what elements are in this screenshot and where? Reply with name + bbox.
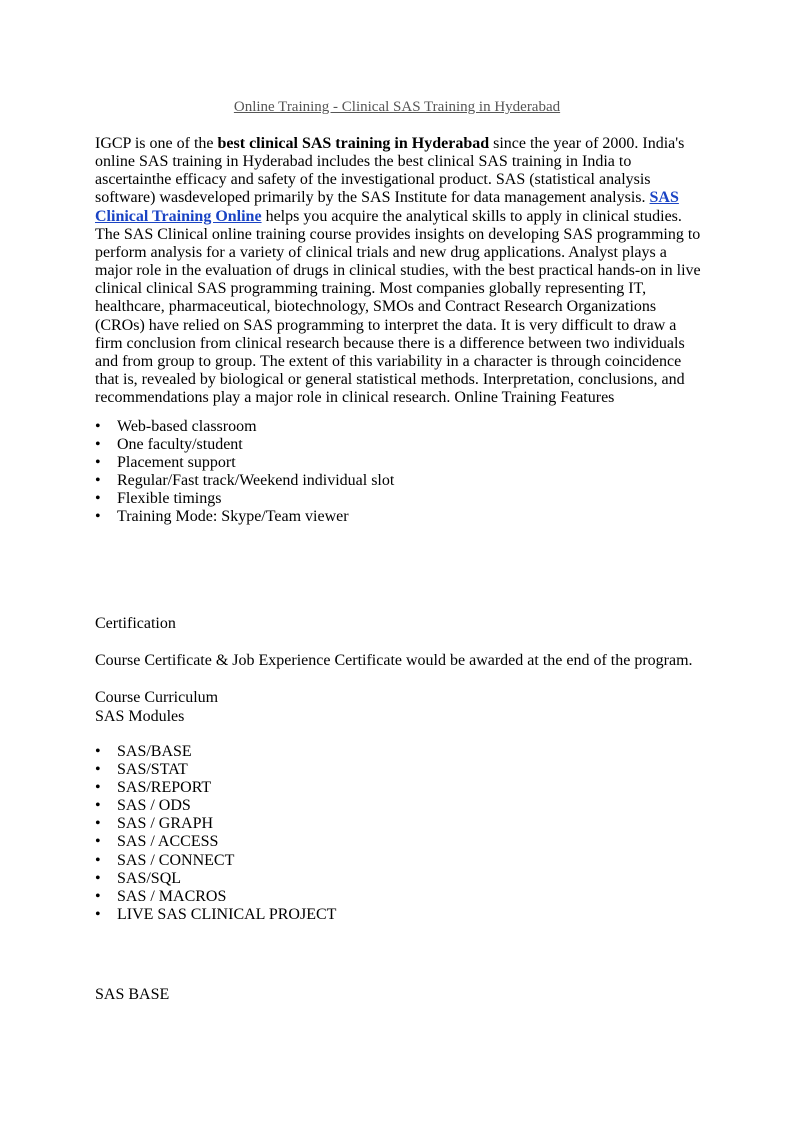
list-item: • SAS / CONNECT xyxy=(95,851,235,869)
bullet-icon: • xyxy=(95,905,101,923)
list-item: • SAS/BASE xyxy=(95,743,192,760)
list-item: • SAS / GRAPH xyxy=(95,815,214,833)
bullet-icon: • xyxy=(95,815,101,833)
list-item: • One faculty/student xyxy=(95,436,243,454)
bullet-icon: • xyxy=(95,743,101,760)
intro-text-2: since the year of 2000. India's online SAS training in Hyderabad includes the best clinical SAS training in India to ascertainthe efficacy and safety of the investigational product. SAS (statistical analysis software) wasdeveloped primarily by the SAS Institute for data management analysis. xyxy=(95,135,685,207)
modules-list xyxy=(95,743,707,924)
bullet-icon: • xyxy=(95,887,101,905)
list-item: • SAS/STAT xyxy=(95,761,188,779)
intro-text-3: helps you acquire the analytical skills to apply in clinical studies. The SAS Clinical online training course provides insights on developing SAS programming to perform analysis for a variety of clinical trials and new drug applications. Analyst plays a major role in the evaluation of drugs in clinical studies, with the best practical hands-on in live clinical clinical SAS programming training. Most companies globally representing IT, healthcare, pharmaceutical, biotechnology, SMOs and Contract Research Organizations (CROs) have relied on SAS programming to interpret the data. It is very difficult to draw a firm conclusion from clinical research because there is a difference between two individuals and from group to group. The extent of this variability in a character is through coincidence that is, revealed by biological or general statistical methods. Interpretation, conclusions, and recommendations play a major role in clinical research. Online Training Features xyxy=(95,207,701,407)
certification-heading: Certification xyxy=(95,615,176,632)
bullet-icon: • xyxy=(95,833,101,851)
bullet-icon: • xyxy=(95,436,101,454)
sas-clinical-training-link[interactable]: SAS Clinical Training Online xyxy=(95,189,679,225)
list-item: • SAS / ACCESS xyxy=(95,833,219,851)
list-item: • Training Mode: Skype/Team viewer xyxy=(95,508,349,526)
bullet-icon: • xyxy=(95,490,101,508)
intro-paragraph xyxy=(95,135,707,407)
list-item: • Regular/Fast track/Weekend individual slot xyxy=(95,472,395,490)
bullet-icon: • xyxy=(95,472,101,490)
list-item: • SAS/SQL xyxy=(95,869,182,887)
sas-base-heading: SAS BASE xyxy=(95,986,170,1003)
modules-heading: SAS Modules xyxy=(95,708,185,725)
bullet-icon: • xyxy=(95,851,101,869)
intro-text-1: IGCP is one of the xyxy=(95,135,218,152)
list-item: • SAS / MACROS xyxy=(95,887,227,905)
bullet-icon: • xyxy=(95,418,101,435)
bullet-icon: • xyxy=(95,869,101,887)
bullet-icon: • xyxy=(95,454,101,472)
certification-text: Course Certificate & Job Experience Certificate would be awarded at the end of the program. xyxy=(95,652,693,669)
list-item: • Placement support xyxy=(95,454,236,472)
bullet-icon: • xyxy=(95,779,101,797)
bullet-icon: • xyxy=(95,797,101,815)
list-item: • LIVE SAS CLINICAL PROJECT xyxy=(95,905,337,923)
intro-bold-text: best clinical SAS training in Hyderabad xyxy=(217,135,490,152)
page-title: Online Training - Clinical SAS Training in Hyderabad xyxy=(233,99,561,115)
bullet-icon: • xyxy=(95,508,101,526)
list-item: • SAS / ODS xyxy=(95,797,191,815)
list-item: • Flexible timings xyxy=(95,490,222,508)
features-list xyxy=(95,418,707,527)
list-item: • SAS/REPORT xyxy=(95,779,212,797)
bullet-icon: • xyxy=(95,761,101,779)
list-item: • Web-based classroom xyxy=(95,418,257,435)
curriculum-heading: Course Curriculum xyxy=(95,689,219,706)
